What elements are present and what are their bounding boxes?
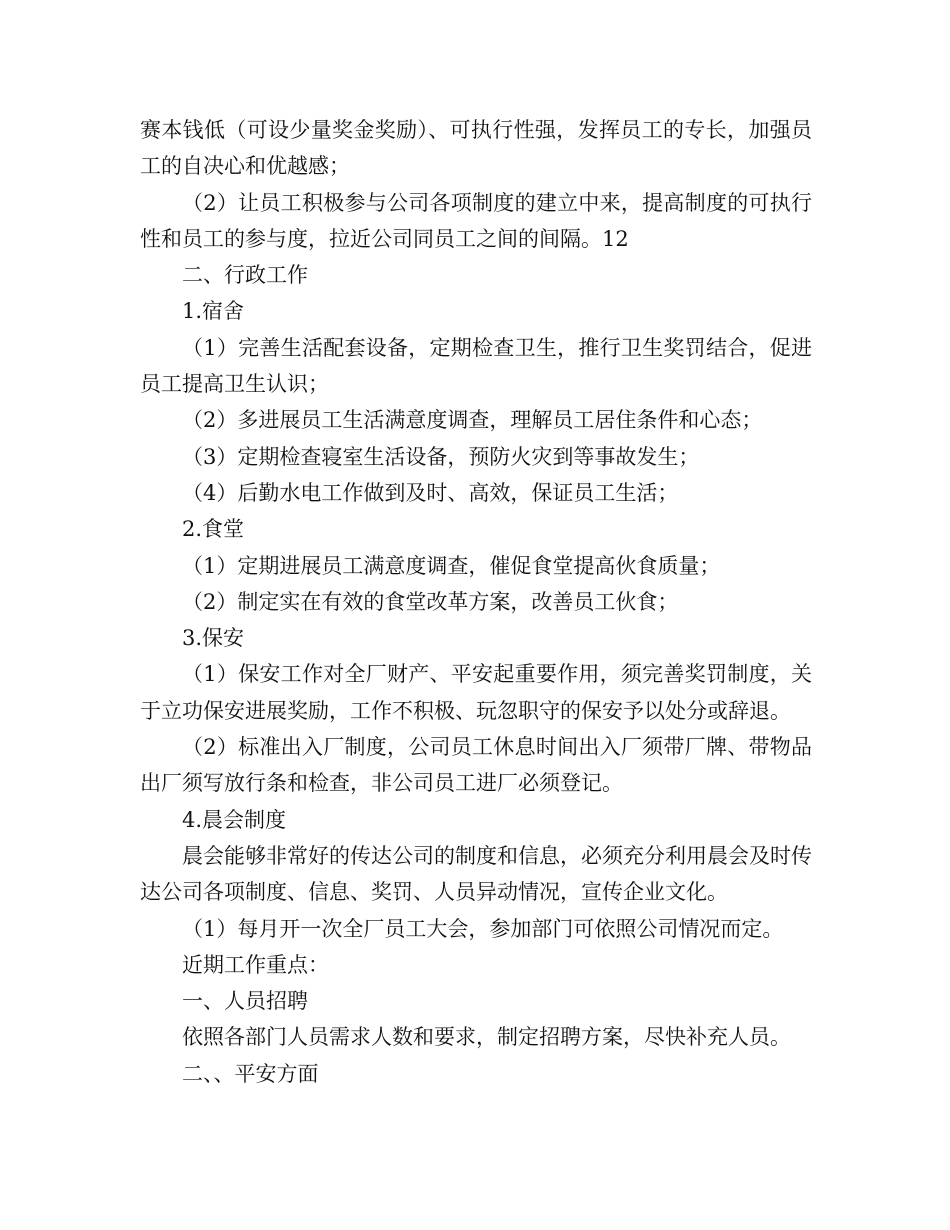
subheading-security: 3.保安 <box>182 626 245 651</box>
heading-safety: 二、、平安方面 <box>182 1061 319 1086</box>
paragraph-meeting-intro: 晨会能够非常好的传达公司的制度和信息，必须充分利用晨会及时传达公司各项制度、信息、奖罚、人员异动情况，宣传企业文化。 <box>140 843 812 905</box>
paragraph-canteen-2: （2）制定实在有效的食堂改革方案，改善员工伙食； <box>182 589 679 614</box>
document-body <box>140 112 812 1092</box>
paragraph-canteen-1: （1）定期进展员工满意度调查，催促食堂提高伙食质量； <box>182 553 721 578</box>
paragraph-2: （2）让员工积极参与公司各项制度的建立中来，提高制度的可执行性和员工的参与度，拉近公司同员工之间的间隔。12 <box>140 190 812 251</box>
paragraph-security-1: （1）保安工作对全厂财产、平安起重要作用，须完善奖罚制度，关于立功保安进展奖励，工作不积极、玩忽职守的保安予以处分或辞退。 <box>140 662 812 723</box>
paragraph-dorm-3: （3）定期检查寝室生活设备，预防火灾到等事故发生； <box>182 444 700 469</box>
section-heading-admin: 二、行政工作 <box>182 263 308 288</box>
heading-recruitment: 一、人员招聘 <box>182 989 308 1014</box>
paragraph-dorm-4: （4）后勤水电工作做到及时、高效，保证员工生活； <box>182 480 679 505</box>
paragraph-security-2: （2）标准出入厂制度，公司员工休息时间出入厂须带厂牌、带物品出厂须写放行条和检查，非公司员工进厂必须登记。 <box>140 735 812 796</box>
subheading-morning-meeting: 4.晨会制度 <box>182 807 287 832</box>
paragraph-meeting-1: （1）每月开一次全厂员工大会，参加部门可依照公司情况而定。 <box>182 916 784 941</box>
subheading-canteen: 2.食堂 <box>182 517 245 542</box>
heading-recent-focus: 近期工作重点： <box>182 952 329 977</box>
subheading-dormitory: 1.宿舍 <box>182 299 245 324</box>
paragraph-1: 赛本钱低（可设少量奖金奖励）、可执行性强，发挥员工的专长，加强员工的自决心和优越感； <box>140 118 812 179</box>
paragraph-recruitment: 依照各部门人员需求人数和要求，制定招聘方案，尽快补充人员。 <box>182 1025 791 1050</box>
paragraph-dorm-1: （1）完善生活配套设备，定期检查卫生，推行卫生奖罚结合，促进员工提高卫生认识； <box>140 335 812 397</box>
paragraph-dorm-2: （2）多进展员工生活满意度调查，理解员工居住条件和心态； <box>182 408 763 433</box>
